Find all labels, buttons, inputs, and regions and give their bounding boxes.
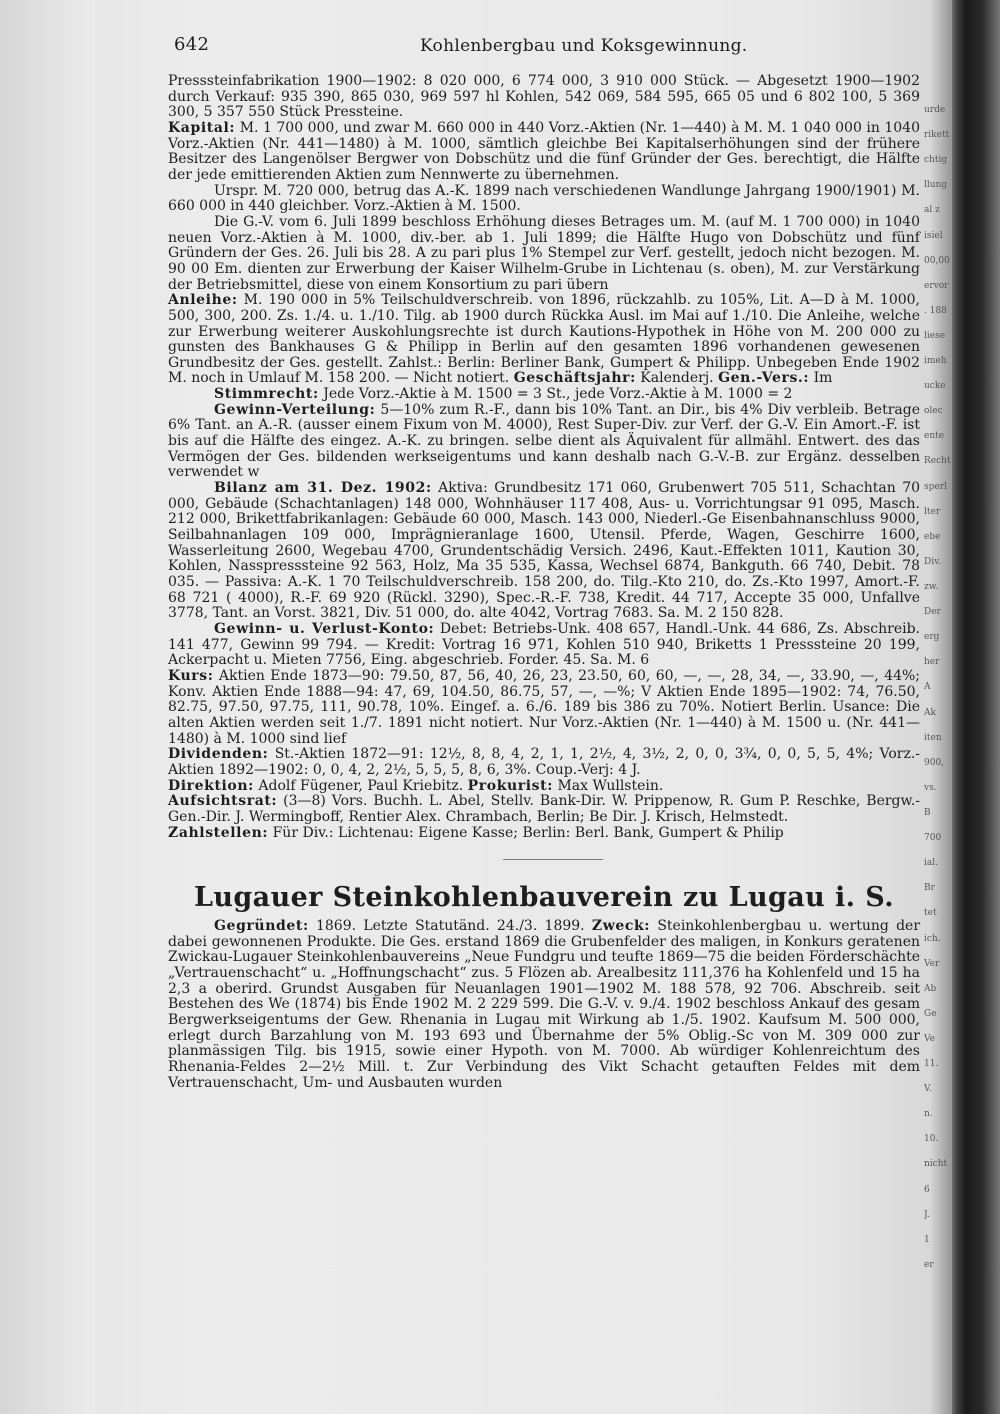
margin-fragment: isiel [924, 230, 943, 241]
margin-fragment: Ak [924, 707, 936, 718]
margin-fragment: Ge [924, 1008, 937, 1019]
kurs-paragraph [168, 669, 920, 747]
aufsichtsrat-label: Aufsichtsrat: [168, 793, 278, 810]
margin-fragment: zw. [924, 582, 939, 593]
dividenden-paragraph [168, 747, 920, 778]
dividenden-text: St.-Aktien 1872—91: 12½, 8, 8, 4, 2, 1, 1, 2½, 4, 3½, 2, 0, 0, 3¾, 0, 0, 5, 5, 4%; Vorz.-Aktien 1892—1902: 0, 0, 4, 2, 2½, 5, 5, 5, 8, 6, 3%. Coup.-Verj: 4 J. [168, 746, 921, 778]
margin-fragment: rikett [924, 130, 950, 141]
margin-fragment: Ab [924, 983, 937, 994]
anleihe-paragraph [168, 293, 920, 387]
margin-fragment: er [924, 1259, 934, 1270]
margin-fragment: ich. [924, 933, 941, 944]
margin-fragment: olec [924, 406, 943, 417]
prokurist-label: Prokurist: [467, 777, 554, 794]
stimmrecht-text: Jede Vorz.-Aktie à M. 1500 = 3 St., jede Vorz.-Aktie à M. 1000 = 2 [323, 386, 793, 403]
stimmrecht-label: Stimmrecht: [214, 386, 319, 403]
geschaeftsjahr-label: Geschäftsjahr: [513, 370, 636, 387]
margin-fragment: nicht [924, 1159, 948, 1170]
page-content [168, 28, 920, 1091]
geschaeftsjahr-text: Kalenderj. [640, 370, 714, 387]
margin-fragment: J. [924, 1209, 930, 1220]
margin-fragment: 1 [924, 1234, 930, 1245]
bilanz-label: Bilanz am 31. Dez. 1902: [214, 480, 432, 497]
gegruendet-paragraph [168, 919, 920, 1091]
margin-fragment: . 188 [924, 305, 947, 316]
section-divider [503, 859, 603, 860]
margin-fragment: vs. [924, 782, 937, 793]
gewinn-text: 5—10% zum R.-F., dann bis 10% Tant. an Dir., bis 4% Div verbleib. Betrage 6% Tant. an A.-R. (ausser einem Fixum von M. 4000), Rest Super-Div. zur Verf. der G.-V. Ein Amort.-F. ist bis auf die Hälfte des eingez. A.-K. zu bringen. selbe dient als Äquivalent für allmähl. Entwert. des das Vermögen der Ges. bildenden werkseigentums und kann deshalb nach G.-V.-B. zur Ergänz. desselben verwendet w [168, 401, 920, 481]
anleihe-label: Anleihe: [168, 292, 238, 309]
gewinn-label: Gewinn-Verteilung: [214, 401, 376, 418]
margin-fragment: chtig [924, 155, 948, 166]
zahlstellen-paragraph [168, 826, 920, 842]
entry-1 [168, 74, 920, 841]
margin-fragment: sperl [924, 481, 947, 492]
direktion-paragraph [168, 779, 920, 795]
margin-fragment: 11. [924, 1059, 939, 1070]
urspr-paragraph: Urspr. M. 720 000, betrug das A.-K. 1899 nach verschiedenen Wandlunge Jahrgang 1900/1901) M. 660 000 in 440 gleichber. Vorz.-Aktien à M. 1500. [168, 182, 920, 215]
margin-fragment: 700 [924, 833, 942, 844]
margin-fragment: 900, [924, 757, 945, 768]
kapital-text: M. 1 700 000, und zwar M. 660 000 in 440 Vorz.-Aktien (Nr. 1—440) à M. M. 1 040 000 in 1040 Vorz.-Aktien (Nr. 441—1480) à M. 1000, sämtlich gleichbe Bei Kapitalserhöhungen sind der frühere Besitzer des Langenölser Bergwer von Dobschütz und die fünf Gründer der Ges. berechtigt, die Hälfte der jede emittierenden Aktien zum Nennwerte zu übernehmen. [168, 119, 920, 183]
margin-fragment: ial. [924, 858, 938, 869]
margin-fragment: liese [924, 330, 946, 341]
margin-fragment: imeh [924, 356, 947, 367]
bilanz-paragraph [168, 481, 920, 622]
gegruendet-text: 1869. Letzte Statutänd. 24./3. 1899. [315, 918, 585, 935]
entry-2 [168, 919, 920, 1091]
margin-fragment: llung [924, 180, 948, 191]
aufsichtsrat-paragraph [168, 794, 920, 825]
dividenden-label: Dividenden: [168, 746, 269, 763]
margin-fragment: ebe [924, 531, 941, 542]
company-title: Lugauer Steinkohlenbauverein zu Lugau i. S. [193, 882, 894, 914]
margin-fragment: Recht [924, 456, 951, 467]
direktion-label: Direktion: [168, 777, 254, 794]
gegruendet-label: Gegründet: [214, 918, 309, 935]
margin-fragment: al z [924, 205, 940, 216]
margin-fragment: urde [924, 105, 946, 115]
margin-fragment: B [924, 807, 931, 818]
margin-fragment: erg [924, 632, 940, 643]
margin-fragment: Ver [924, 958, 940, 969]
margin-fragment: n. [924, 1109, 933, 1120]
page-number: 642 [174, 34, 210, 55]
anleihe-text: M. 190 000 in 5% Teilschuldverschreib. von 1896, rückzahlb. zu 105%, Lit. A—D à M. 1000, 500, 300, 200. Zs. 1./4. u. 1./10. Tilg. ab 1900 durch Rückka Ausl. im Mai auf 1./10. Die Anleihe, welche zur Erwerbung weiterer Auskohlungsrechte ist durch Kautions-Hypothek in Höhe von M. 200 000 zu gunsten des Bankhauses G & Philipp in Berlin auf den gesamten 1896 vorhandenen gewesenen Grundbesitz der Ges. gestellt. Zahlst.: Berlin: Berliner Bank, Gumpert & Philipp. Unbegeben Ende 1902 M. noch in Umlauf M. 158 200. — Nicht notiert. [168, 292, 920, 387]
aufsichtsrat-text: (3—8) Vors. Buchh. L. Abel, Stellv. Bank-Dir. W. Prippenow, R. Gum P. Reschke, Bergw.-Gen.-Dir. J. Wermingboff, Rentier Alex. Chrambach, Berlin; Be Dir. J. Krisch, Helmstedt. [168, 793, 921, 825]
genvers-label: Gen.-Vers.: [718, 370, 810, 387]
page-header [168, 28, 920, 62]
gv-paragraph: Die G.-V. vom 6. Juli 1899 beschloss Erhöhung dieses Betrages um. M. (auf M. 1 700 000) in 1040 neuen Vorz.-Aktien à M. 1000, div.-ber. ab 1. Juli 1899; die Hälfte Hugo von Dobschütz und fünf Gründern der Ges. 26. Juli bis 28. A zu pari plus 1% Stempel zur Verf. gestellt, jedoch nicht bezogen. M. 90 00 Em. dienten zur Erwerbung der Kaiser Wilhelm-Grube in Lichtenau (s. oben), M. zur Verstärkung der Betriebsmittel, diese von einem Konsortium zu pari übern [168, 213, 920, 293]
zahlstellen-label: Zahlstellen: [168, 824, 269, 841]
margin-fragment: 00,00 [924, 255, 950, 266]
margin-fragment: lter [924, 506, 941, 517]
margin-fragment: A [924, 682, 931, 693]
margin-fragment: 10. [924, 1134, 939, 1145]
gewinn-paragraph [168, 403, 920, 481]
production-paragraph: Presssteinfabrikation 1900—1902: 8 020 000, 6 774 000, 3 910 000 Stück. — Abgesetzt 1900—1902 durch Verkauf: 935 390, 865 030, 969 597 hl Kohlen, 542 069, 584 595, 665 05 und 6 802 100, 5 369 300, 5 357 550 Stück Pressteine. [168, 73, 920, 121]
bilanz-text: Aktiva: Grundbesitz 171 060, Grubenwert 705 511, Schachtan 70 000, Gebäude (Schachtanlagen) 148 000, Wohnhäuser 117 408, Aus- u. Vorrichtungsar 91 095, Masch. 212 000, Brikettfabrikanlagen: Gebäude 60 000, Masch. 143 000, Niederl.-Ge Eisenbahnanschluss 9000, Seilbahnanlagen 109 000, Imprägnieranlage 1600, Utensil. Pferde, Wagen, Geschirre 1600, Wasserleitung 2600, Wegebau 4700, Grundentschädig Versich. 2496, Kaut.-Effekten 1011, Kaution 30, Kohlen, Nasspresssteine 92 563, Holz, Ma 35 535, Kassa, Wechsel 6874, Bankguth. 66 740, Debit. 78 035. — Passiva: A.-K. 1 70 Teilschuldverschreib. 158 200, do. Tilg.-Kto 210, do. Zs.-Kto 1997, Amort.-F. 68 721 ( 4000), R.-F. 69 920 (Rückl. 3290), Spec.-R.-F. 738, Kredit. 44 717, Accepte 35 000, Unfallve 3778, Tant. an Vorst. 3821, Div. 51 000, do. alte 4042, Vortrag 7683. Sa. M. 2 150 828. [168, 480, 921, 622]
kurs-text: Aktien Ende 1873—90: 79.50, 87, 56, 40, 26, 23, 23.50, 60, 60, —, —, 28, 34, —, 33.90, —, 44%; Konv. Aktien Ende 1888—94: 47, 69, 104.50, 86.75, 57, —, —%; V Aktien Ende 1895—1902: 74, 76.50, 82.75, 97.50, 97.75, 111, 90.78, 10%. Eingef. a. 6./6. 189 bis 386 zu 70%. Notiert Berlin. Usance: Die alten Aktien werden seit 1./7. 1891 nicht notiert. Nur Vorz.-Aktien (Nr. 1—440) à M. 1500 u. (Nr. 441—1480) à M. 1000 sind lief [168, 667, 920, 747]
margin-fragment: ervor [924, 280, 949, 291]
margin-fragment: iten [924, 732, 942, 743]
margin-fragment: ente [924, 431, 945, 442]
binding-gutter [952, 0, 1000, 1414]
margin-fragment: tet [924, 908, 937, 919]
margin-fragment: V. [924, 1084, 932, 1095]
direktion-text: Adolf Fügener, Paul Kriebitz. [258, 777, 464, 794]
left-page-shadow [0, 0, 95, 1414]
zweck-label: Zweck: [591, 918, 651, 935]
guv-label: Gewinn- u. Verlust-Konto: [214, 620, 435, 637]
kurs-label: Kurs: [168, 667, 214, 684]
guv-paragraph [168, 622, 920, 669]
prokurist-text: Max Wullstein. [557, 777, 664, 794]
kapital-paragraph [168, 121, 920, 184]
guv-text: Debet: Betriebs-Unk. 408 657, Handl.-Unk. 44 686, Zs. Abschreib. 141 477, Gewinn 99 794. — Kredit: Vortrag 16 971, Kohlen 510 940, Briketts 1 Presssteine 20 199, Ackerpacht u. Mieten 7756, Eing. abgeschrieb. Forder. 45. Sa. M. 6 [168, 620, 920, 669]
zweck-text: Steinkohlenbergbau u. wertung der dabei gewonnenen Produkte. Die Ges. erstand 1869 die Grubenfelder des maligen, in Konkurs geratenen Zwickau-Lugauer Steinkohlenbauvereins „Neue Fundgru und teufte 1869—75 die beiden Förderschächte „Vertrauenschacht“ u. „Hoffnungschacht“ zus. 5 Flözen ab. Arealbesitz 111,376 ha Kohlenfeld und 15 ha 2,3 a oberird. Grundst Ausgaben für Neuanlagen 1901—1902 M. 188 578, 92 706. Abschreib. seit Bestehen des We (1874) bis Ende 1902 M. 2 229 599. Die G.-V. v. 9./4. 1902 beschloss Ankauf des gesam Bergwerkseigentums der Gew. Rhenania in Lugau mit Wirkung ab 1./5. 1902. Kaufsum M. 500 000, erlegt durch Barzahlung von M. 193 693 und Übernahme der 5% Oblig.-Sc von M. 309 000 zur planmässigen Tilg. bis 1915, sowie einer Hypoth. von M. 7000. Ab würdiger Kohlenreichtum des Rhenania-Feldes 2—2½ Mill. t. Zur Verbindung des Vikt Schacht getauften Feldes mit dem Vertrauenschacht, Um- und Ausbauten wurden [168, 918, 921, 1091]
margin-fragment: Der [924, 607, 941, 618]
running-title: Kohlenbergbau und Koksgewinnung. [420, 36, 748, 56]
margin-fragment: Br [924, 883, 935, 894]
margin-fragment: Ve [924, 1033, 935, 1044]
genvers-text: Im [813, 370, 833, 387]
margin-fragment: her [924, 657, 940, 668]
zahlstellen-text: Für Div.: Lichtenau: Eigene Kasse; Berlin: Berl. Bank, Gumpert & Philip [272, 824, 784, 841]
margin-fragment: ucke [924, 381, 946, 392]
kapital-label: Kapital: [168, 119, 236, 136]
stimmrecht-paragraph [168, 387, 920, 403]
margin-fragment: 6 [924, 1184, 930, 1195]
margin-fragment: Div. [924, 556, 941, 567]
